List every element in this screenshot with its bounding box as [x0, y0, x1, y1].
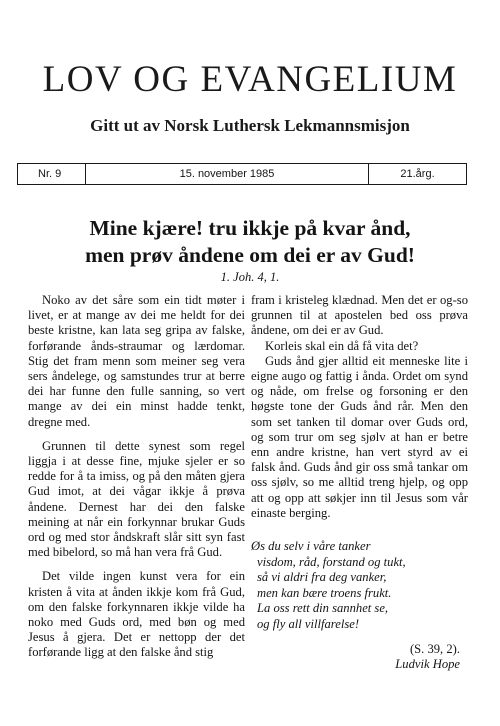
hymn-source: (S. 39, 2).	[409, 642, 460, 657]
article-headline	[0, 215, 500, 269]
paragraph: Korleis skal ein då få vita det?	[265, 338, 419, 353]
hymn-author: Ludvik Hope	[395, 657, 460, 672]
article-column-left	[28, 293, 245, 661]
article-column-right	[251, 293, 468, 672]
paragraph: Det vilde ingen kunst vera for ein kristen å vita at ånden ikkje kom frå Gud, om den falske forkynnaren ikkje vilde ha noko med Guds ord, med bøn og med Jesus å gjera. Det er nettopp der det forførande ligg at den falske ånd stig	[28, 569, 245, 660]
verse-line: Øs du selv i våre tanker	[251, 539, 371, 554]
paragraph: Grunnen til dette synest som regel liggja i at desse fine, mjuke sjeler er so redde for å ta imiss, og på den måten gjera Gud imot, at dei vågar ikkje å prøva åndene. Dernest har dei den falske meining at når ein forkynnar brukar Guds ord og med stor åndskraft slår sitt syn fast med bibelord, so må han vera frå Gud.	[28, 438, 245, 560]
scripture-reference: 1. Joh. 4, 1.	[220, 270, 280, 284]
verse-line: så vi aldri fra deg vanker,	[257, 570, 387, 585]
paragraph: fram i kristeleg klædnad. Men det er og-so grunnen til at apostelen bed oss prøva åndene, om dei er av Gud.	[251, 293, 468, 338]
paragraph: Guds ånd gjer alltid eit menneske lite i eigne augo og fattig i ånda. Ordet om synd og nåde, om frelse og forsoning er den høgste tone der Guds ånd rår. Men den som set tanken til domar over Guds ord, og som trur om seg sjølv at han er betre enn andre kristne, han vert styrd av ei falsk ånd. Guds ånd gir oss små tankar om oss sjølv, so me alltid treng hjelp, og opp att og opp att søkjer inn til Jesus som vår einaste berging.	[251, 353, 468, 520]
issue-number: Nr. 9	[18, 164, 86, 184]
verse-line: men kan bære troens frukt.	[257, 585, 392, 600]
verse-line: La oss rett din sannhet se,	[257, 601, 389, 616]
headline-line-1: Mine kjære! tru ikkje på kvar ånd,	[89, 216, 411, 240]
volume-year: 21.årg.	[400, 168, 435, 180]
issue-date: 15. november 1985	[86, 164, 369, 184]
masthead-title: LOV OG EVANGELIUM	[42, 59, 458, 100]
hymn-verse	[251, 539, 468, 632]
verse-line: visdom, råd, forstand og tukt,	[257, 554, 406, 569]
headline-line-2: men prøv åndene om dei er av Gud!	[85, 243, 415, 267]
paragraph: Noko av det såre som ein tidt møter i livet, er at mange av dei me heldt for dei beste kristne, kan lata seg gripa av falske, forførande ånds-straumar og lærdomar. Stig det fram menn som meiner seg vera sers åndelege, og samstundes trur at berre dei har funne den fulle sanning, so vert mange av dei ein minst hadde tenkt, dregne med.	[28, 293, 245, 429]
hymn-attribution	[251, 642, 468, 672]
verse-line: og fly all villfarelse!	[257, 616, 360, 631]
masthead-subtitle: Gitt ut av Norsk Luthersk Lekmannsmisjon	[90, 116, 410, 135]
issue-info-bar	[17, 163, 467, 185]
